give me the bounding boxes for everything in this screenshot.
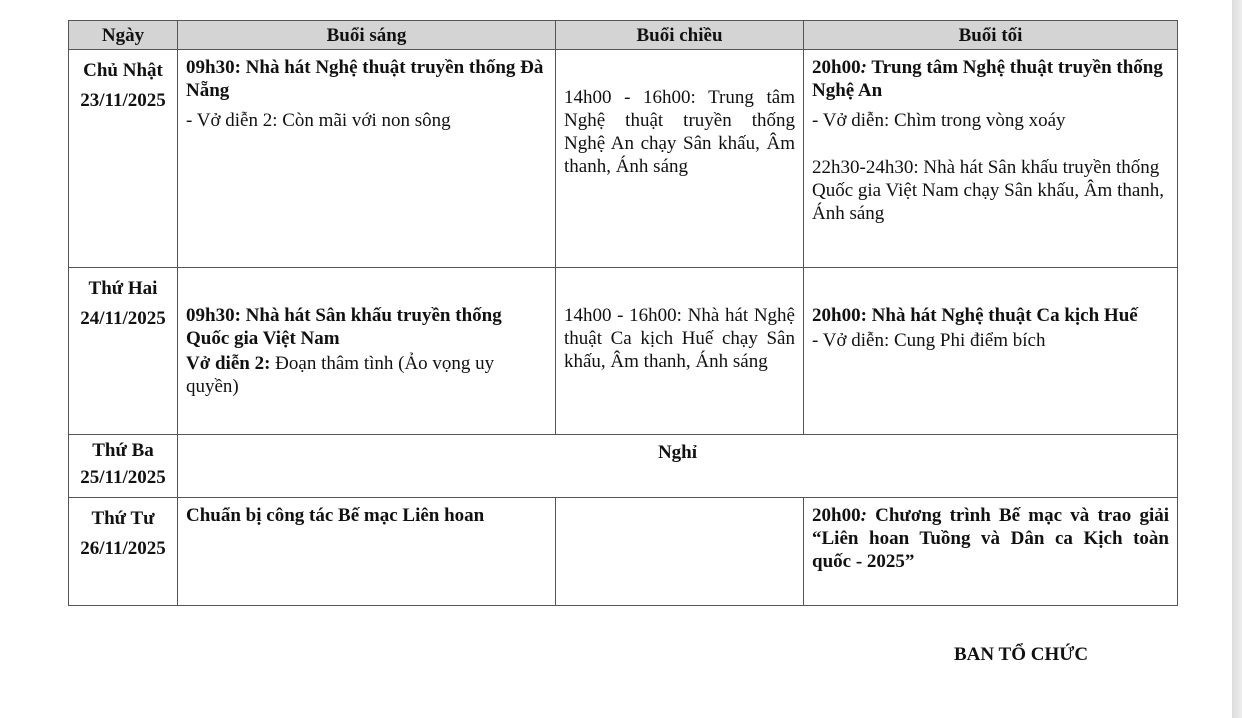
table-row: [69, 498, 1178, 606]
day-date: 26/11/2025: [80, 538, 166, 559]
table-row: [69, 50, 1178, 268]
day-cell: [69, 435, 178, 498]
afternoon-cell: [556, 268, 804, 435]
morning-cell: [178, 268, 556, 435]
header-afternoon: Buổi chiều: [556, 21, 804, 50]
morning-venue: Nhà hát Nghệ thuật truyền thống Đà Nẵng: [186, 57, 544, 101]
evening-detail: - Vở diễn: Chìm trong vòng xoáy: [812, 110, 1066, 131]
table-row: [69, 435, 1178, 498]
morning-detail: - Vở diễn 2: Còn mãi với non sông: [186, 110, 451, 131]
rest-label: Nghỉ: [657, 442, 698, 463]
afternoon-cell: [556, 50, 804, 268]
header-evening: Buổi tối: [804, 21, 1178, 50]
evening-colon: :: [860, 57, 867, 78]
evening-text: Chương trình Bế mạc và trao giải “Liên hoan Tuồng và Dân ca Kịch toàn quốc - 2025”: [812, 505, 1170, 572]
evening-venue: Trung tâm Nghệ thuật truyền thống Nghệ An: [812, 57, 1163, 101]
morning-text: Chuẩn bị công tác Bế mạc Liên hoan: [186, 505, 485, 526]
page-edge: [1232, 0, 1242, 718]
morning-venue: Nhà hát Sân khấu truyền thống Quốc gia Việt Nam: [186, 305, 502, 349]
day-name: Thứ Ba: [92, 440, 154, 461]
morning-detail: Đoạn thâm tình (Ảo vọng uy quyền): [186, 353, 495, 397]
day-name: Chủ Nhật: [83, 60, 163, 81]
morning-time: 09h30:: [186, 305, 241, 326]
day-date: 24/11/2025: [80, 308, 166, 329]
day-cell: [69, 498, 178, 606]
day-date: 25/11/2025: [80, 467, 166, 488]
day-cell: [69, 268, 178, 435]
evening-time: 20h00: [812, 505, 861, 526]
evening-time: 20h00: [812, 57, 861, 78]
day-date: 23/11/2025: [80, 90, 166, 111]
afternoon-text: 14h00 - 16h00: Trung tâm Nghệ thuật truyền thống Nghệ An chạy Sân khấu, Âm thanh, Ánh sáng: [564, 87, 795, 177]
morning-time: 09h30:: [186, 57, 241, 78]
header-morning: Buổi sáng: [178, 21, 556, 50]
day-name: Thứ Tư: [91, 508, 155, 529]
schedule-table: [68, 20, 1178, 606]
evening-time: 20h00:: [812, 305, 867, 326]
evening-extra: 22h30-24h30: Nhà hát Sân khấu truyền thống Quốc gia Việt Nam chạy Sân khấu, Âm thanh, Ánh sáng: [812, 157, 1165, 224]
morning-cell: [178, 498, 556, 606]
evening-cell: [804, 50, 1178, 268]
rest-cell: [178, 435, 1178, 498]
evening-detail: - Vở diễn: Cung Phi điểm bích: [812, 330, 1046, 351]
evening-cell: [804, 498, 1178, 606]
day-cell: [69, 50, 178, 268]
table-header-row: [69, 21, 1178, 50]
afternoon-cell: [556, 498, 804, 606]
morning-cell: [178, 50, 556, 268]
morning-detail-label: Vở diễn 2:: [186, 353, 271, 374]
table-row: [69, 268, 1178, 435]
header-day: Ngày: [69, 21, 178, 50]
evening-cell: [804, 268, 1178, 435]
day-name: Thứ Hai: [88, 278, 158, 299]
evening-venue: Nhà hát Nghệ thuật Ca kịch Huế: [871, 305, 1138, 326]
afternoon-text: 14h00 - 16h00: Nhà hát Nghệ thuật Ca kịch Huế chạy Sân khấu, Âm thanh, Ánh sáng: [564, 305, 795, 372]
signature: BAN TỔ CHỨC: [954, 644, 1089, 665]
evening-colon: :: [860, 505, 867, 526]
